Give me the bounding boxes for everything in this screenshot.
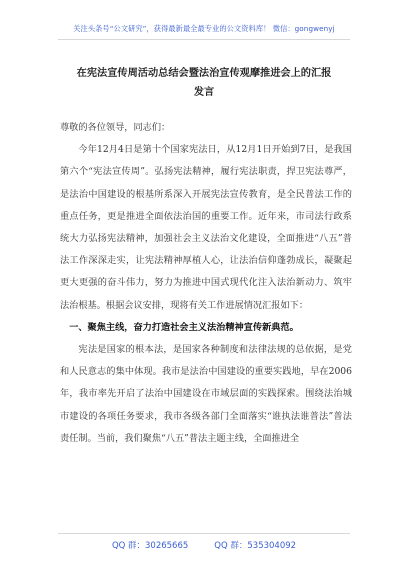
footer-divider xyxy=(58,533,350,534)
document-title-line-1: 在宪法宣传周活动总结会暨法治宣传观摩推进会上的汇报 xyxy=(76,67,332,79)
header-divider xyxy=(58,39,350,40)
footer-qq-group-1: QQ 群：30265665 xyxy=(111,541,189,551)
document-title-line-2: 发言 xyxy=(193,86,215,98)
header-promo-note: 关注头条号“公文研究”，获得最新最全最专业的公文资料库！ 微信：gongwenyj xyxy=(73,24,335,33)
paragraph-intro: 今年12月4日是第十个国家宪法日，从12月1日开始到7日，是我国第六个“宪法宣传周”。弘扬宪法精神，履行宪法职责，捍卫宪法尊严，是法治中国建设的根基所系深入开展宪法宣传教育，是全民普法工作的重点任务，更是推进全面依法治国的重要工作。近年来，市司法行政系统大力弘扬宪法精神，加强社会主义法治文化建设，全面推进“八五”普法工作深深走实，让宪法精神厚植人心，让法治信仰蓬勃成长，凝聚起更大更强的奋斗伟力，努力为推进中国式现代化注入法治新动力、筑牢法治根基。根据会议安排，现将有关工作进展情况汇报如下： xyxy=(60,144,352,311)
section-heading-1: 一、聚焦主线，奋力打造社会主义法治精神宣传新典范。 xyxy=(69,321,299,333)
footer-qq-group-2: QQ 群：535304092 xyxy=(214,541,297,551)
document-title xyxy=(58,64,350,102)
salutation: 尊敬的各位领导，同志们： xyxy=(60,122,171,133)
paragraph-section-1: 宪法是国家的根本法，是国家各种制度和法律法规的总依据，是党和人民意志的集中体现。我市是法治中国建设的重要实践地，早在2006年，我市率先开启了法治中国建设在市域层面的实践探索。围绕法治城市建设的各项任务要求，我市各级各部门全面落实“谁执法谁普法”普法责任制。当前，我们聚焦“八五”普法主题主线，全面推进全 xyxy=(60,344,352,444)
footer-contact xyxy=(0,539,408,551)
document-body xyxy=(60,117,352,450)
